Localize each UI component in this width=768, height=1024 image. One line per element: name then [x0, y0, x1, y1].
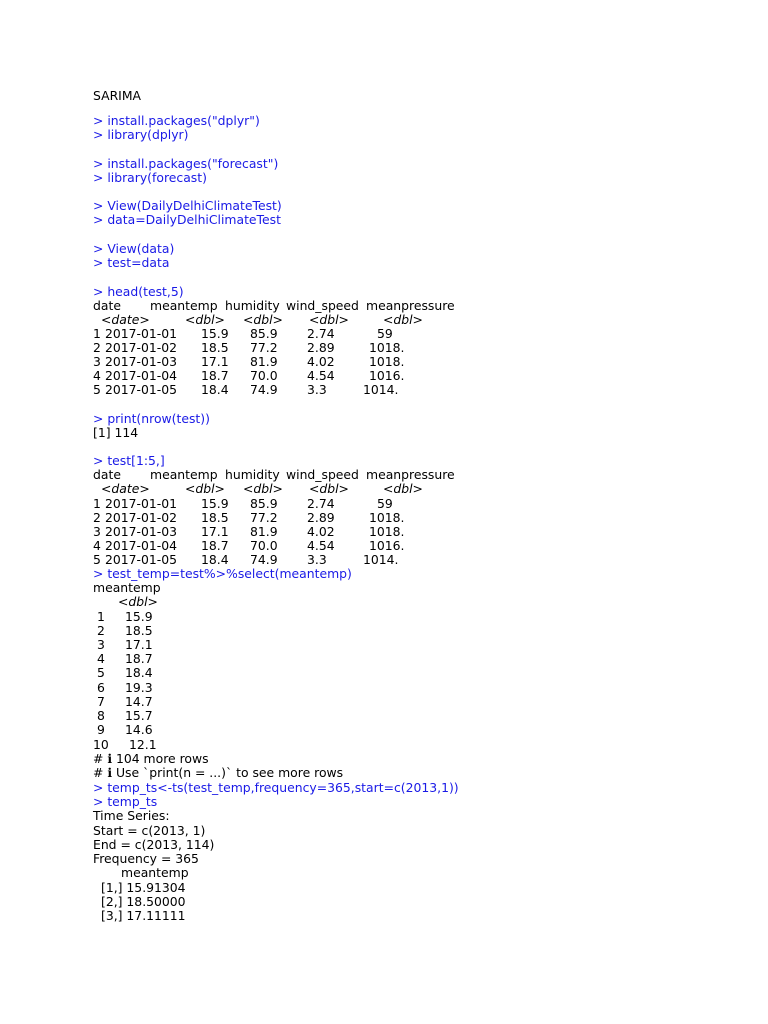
print-hint-note: # ℹ Use `print(n = ...)` to see more rows [93, 765, 344, 780]
ts-end: End = c(2013, 114) [93, 837, 215, 852]
list-item [93, 723, 293, 737]
table-types [93, 482, 693, 496]
command-view-dataset: > View(DailyDelhiClimateTest) [93, 198, 282, 213]
command-library-dplyr: > library(dplyr) [93, 127, 189, 142]
list-item [93, 610, 293, 624]
type-date: <date> [101, 312, 150, 327]
row-index: 8 [97, 708, 105, 723]
row-humidity: 70.0 [250, 368, 278, 383]
list-item [93, 652, 293, 666]
type-wind-speed: <dbl> [309, 312, 349, 327]
row-meantemp: 18.7 [201, 368, 229, 383]
header-wind-speed: wind_speed [286, 298, 359, 313]
table-row [93, 511, 693, 525]
row-wind-speed: 2.74 [307, 326, 335, 341]
table-types [93, 313, 693, 327]
header-wind-speed: wind_speed [286, 467, 359, 482]
row-date: 2017-01-05 [105, 552, 178, 567]
meantemp-type: <dbl> [118, 594, 158, 609]
row-value: 14.7 [125, 694, 153, 709]
command-install-dplyr: > install.packages("dplyr") [93, 113, 260, 128]
list-item [93, 681, 293, 695]
row-value: 14.6 [125, 722, 153, 737]
ts-row: [2,] 18.50000 [101, 894, 186, 909]
ts-column-header: meantemp [121, 865, 189, 880]
type-meantemp: <dbl> [185, 481, 225, 496]
row-value: 17.1 [125, 637, 153, 652]
row-meanpressure: 1018. [369, 354, 405, 369]
row-value: 19.3 [125, 680, 153, 695]
ts-start: Start = c(2013, 1) [93, 823, 206, 838]
type-meantemp: <dbl> [185, 312, 225, 327]
row-date: 2017-01-02 [105, 340, 178, 355]
header-date: date [93, 298, 121, 313]
row-value: 18.7 [125, 651, 153, 666]
command-subset: > test[1:5,] [93, 453, 165, 468]
row-meanpressure: 1018. [369, 340, 405, 355]
table-row [93, 497, 693, 511]
row-date: 2017-01-03 [105, 524, 178, 539]
ts-frequency: Frequency = 365 [93, 851, 199, 866]
row-date: 2017-01-05 [105, 382, 178, 397]
row-value: 15.7 [125, 708, 153, 723]
row-meanpressure: 1016. [369, 538, 405, 553]
ts-label: Time Series: [93, 808, 170, 823]
row-index: 5 [93, 382, 101, 397]
row-value: 15.9 [125, 609, 153, 624]
row-index: 6 [97, 680, 105, 695]
document-title: SARIMA [93, 88, 142, 103]
command-view-data: > View(data) [93, 241, 175, 256]
row-wind-speed: 3.3 [307, 552, 327, 567]
nrow-output: [1] 114 [93, 425, 139, 440]
type-humidity: <dbl> [243, 312, 283, 327]
table-row [93, 327, 693, 341]
table-row [93, 525, 693, 539]
row-index: 1 [93, 326, 101, 341]
command-assign-test: > test=data [93, 255, 170, 270]
row-index: 3 [93, 524, 101, 539]
table-row [93, 355, 693, 369]
command-temp-ts: > temp_ts [93, 794, 158, 809]
row-humidity: 70.0 [250, 538, 278, 553]
row-wind-speed: 2.74 [307, 496, 335, 511]
row-meantemp: 15.9 [201, 326, 229, 341]
table-row [93, 341, 693, 355]
list-item [93, 738, 293, 752]
header-humidity: humidity [225, 467, 280, 482]
row-meantemp: 18.4 [201, 382, 229, 397]
row-index: 10 [93, 737, 109, 752]
header-meanpressure: meanpressure [366, 467, 455, 482]
row-index: 3 [97, 637, 105, 652]
row-index: 9 [97, 722, 105, 737]
row-date: 2017-01-01 [105, 326, 178, 341]
ts-row: [1,] 15.91304 [101, 880, 186, 895]
row-index: 4 [97, 651, 105, 666]
row-wind-speed: 2.89 [307, 340, 335, 355]
row-humidity: 74.9 [250, 382, 278, 397]
row-index: 4 [93, 538, 101, 553]
header-humidity: humidity [225, 298, 280, 313]
header-meanpressure: meanpressure [366, 298, 455, 313]
list-item [93, 709, 293, 723]
ts-row: [3,] 17.11111 [101, 908, 186, 923]
row-wind-speed: 4.54 [307, 538, 335, 553]
row-index: 2 [93, 340, 101, 355]
row-meanpressure: 59 [377, 496, 393, 511]
meantemp-header: meantemp [93, 580, 161, 595]
row-meanpressure: 1014. [363, 552, 399, 567]
table-row [93, 539, 693, 553]
row-index: 1 [93, 496, 101, 511]
row-index: 2 [97, 623, 105, 638]
table-row [93, 553, 693, 567]
row-meanpressure: 1018. [369, 524, 405, 539]
command-print-nrow: > print(nrow(test)) [93, 411, 210, 426]
row-date: 2017-01-01 [105, 496, 178, 511]
list-item [93, 666, 293, 680]
row-wind-speed: 4.02 [307, 524, 335, 539]
row-humidity: 74.9 [250, 552, 278, 567]
document-page [93, 0, 768, 1024]
table-row [93, 369, 693, 383]
list-item [93, 624, 293, 638]
table-header [93, 468, 693, 482]
table-row [93, 383, 693, 397]
row-value: 18.5 [125, 623, 153, 638]
row-meantemp: 18.5 [201, 340, 229, 355]
row-date: 2017-01-04 [105, 538, 178, 553]
row-meantemp: 17.1 [201, 524, 229, 539]
row-humidity: 81.9 [250, 354, 278, 369]
row-value: 12.1 [129, 737, 157, 752]
row-meanpressure: 1014. [363, 382, 399, 397]
type-meanpressure: <dbl> [383, 312, 423, 327]
header-meantemp: meantemp [150, 298, 218, 313]
row-meanpressure: 1018. [369, 510, 405, 525]
more-rows-note: # ℹ 104 more rows [93, 751, 209, 766]
command-select: > test_temp=test%>%select(meantemp) [93, 566, 352, 581]
row-date: 2017-01-03 [105, 354, 178, 369]
command-assign-data: > data=DailyDelhiClimateTest [93, 212, 281, 227]
row-wind-speed: 2.89 [307, 510, 335, 525]
command-head: > head(test,5) [93, 284, 184, 299]
row-index: 4 [93, 368, 101, 383]
row-value: 18.4 [125, 665, 153, 680]
row-humidity: 77.2 [250, 510, 278, 525]
row-index: 5 [97, 665, 105, 680]
row-humidity: 77.2 [250, 340, 278, 355]
row-humidity: 85.9 [250, 326, 278, 341]
row-meanpressure: 59 [377, 326, 393, 341]
type-wind-speed: <dbl> [309, 481, 349, 496]
row-meantemp: 18.5 [201, 510, 229, 525]
header-meantemp: meantemp [150, 467, 218, 482]
row-date: 2017-01-04 [105, 368, 178, 383]
row-index: 2 [93, 510, 101, 525]
type-date: <date> [101, 481, 150, 496]
row-meantemp: 17.1 [201, 354, 229, 369]
command-ts: > temp_ts<-ts(test_temp,frequency=365,start=c(2013,1)) [93, 780, 459, 795]
row-humidity: 81.9 [250, 524, 278, 539]
row-meantemp: 18.7 [201, 538, 229, 553]
row-meanpressure: 1016. [369, 368, 405, 383]
row-index: 7 [97, 694, 105, 709]
row-meantemp: 18.4 [201, 552, 229, 567]
row-index: 1 [97, 609, 105, 624]
row-index: 5 [93, 552, 101, 567]
row-humidity: 85.9 [250, 496, 278, 511]
type-meanpressure: <dbl> [383, 481, 423, 496]
row-wind-speed: 4.02 [307, 354, 335, 369]
row-index: 3 [93, 354, 101, 369]
command-library-forecast: > library(forecast) [93, 170, 207, 185]
header-date: date [93, 467, 121, 482]
table-header [93, 299, 693, 313]
list-item [93, 695, 293, 709]
type-humidity: <dbl> [243, 481, 283, 496]
row-meantemp: 15.9 [201, 496, 229, 511]
row-wind-speed: 4.54 [307, 368, 335, 383]
list-item [93, 638, 293, 652]
row-wind-speed: 3.3 [307, 382, 327, 397]
command-install-forecast: > install.packages("forecast") [93, 156, 279, 171]
row-date: 2017-01-02 [105, 510, 178, 525]
